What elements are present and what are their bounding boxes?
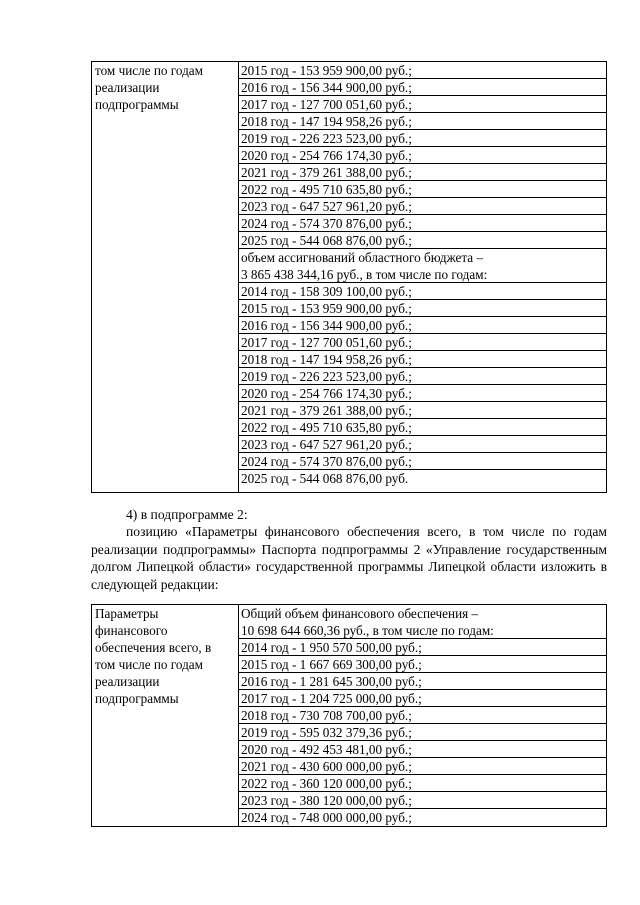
item-4-heading: 4) в подпрограмме 2:: [126, 507, 248, 522]
table2-row: 2023 год - 380 120 000,00 руб.;: [239, 792, 606, 809]
table1-row: 2017 год - 127 700 051,60 руб.;: [239, 334, 606, 351]
table1-left-line: подпрограммы: [95, 97, 179, 112]
table1-row: 2020 год - 254 766 174,30 руб.;: [239, 147, 606, 164]
table2-row: 2017 год - 1 204 725 000,00 руб.;: [239, 690, 606, 707]
table2-row: 2019 год - 595 032 379,36 руб.;: [239, 724, 606, 741]
financing-table-subprogram-2: [91, 604, 607, 827]
table1-row: 2023 год - 647 527 961,20 руб.;: [239, 198, 606, 215]
table1-row: 2023 год - 647 527 961,20 руб.;: [239, 436, 606, 453]
table1-row: 2019 год - 226 223 523,00 руб.;: [239, 368, 606, 385]
table1-left-line: том числе по годам: [95, 63, 203, 78]
instruction-paragraph: [91, 523, 607, 593]
instruction-text: позицию «Параметры финансового обеспечения всего, в том числе по годам реализации подпрограммы» Паспорта подпрограммы 2 «Управление государственным долгом Липецкой области» государственной программы Липецкой области изложить в следующей редакции:: [91, 524, 607, 592]
table2-row: 10 698 644 660,36 руб., в том числе по годам:: [239, 622, 606, 639]
table2-row: 2021 год - 430 600 000,00 руб.;: [239, 758, 606, 775]
table2-left-line: Параметры: [95, 606, 159, 621]
table1-row: 2018 год - 147 194 958,26 руб.;: [239, 351, 606, 368]
table2-row: 2014 год - 1 950 570 500,00 руб.;: [239, 639, 606, 656]
table2-row: 2015 год - 1 667 669 300,00 руб.;: [239, 656, 606, 673]
table1-row: 2022 год - 495 710 635,80 руб.;: [239, 181, 606, 198]
table2-row: 2022 год - 360 120 000,00 руб.;: [239, 775, 606, 792]
table1-row: 2021 год - 379 261 388,00 руб.;: [239, 164, 606, 181]
table1-row: 2016 год - 156 344 900,00 руб.;: [239, 317, 606, 334]
table2-row: 2018 год - 730 708 700,00 руб.;: [239, 707, 606, 724]
table1-row: 2016 год - 156 344 900,00 руб.;: [239, 79, 606, 96]
table1-row: 2024 год - 574 370 876,00 руб.;: [239, 215, 606, 232]
table1-row: 2019 год - 226 223 523,00 руб.;: [239, 130, 606, 147]
table1-row: 2024 год - 574 370 876,00 руб.;: [239, 453, 606, 470]
table1-right-cell: [239, 62, 606, 492]
table1-row: 2014 год - 158 309 100,00 руб.;: [239, 283, 606, 300]
table2-row: 2020 год - 492 453 481,00 руб.;: [239, 741, 606, 758]
table2-row: 2024 год - 748 000 000,00 руб.;: [241, 810, 412, 825]
table1-row: 2022 год - 495 710 635,80 руб.;: [239, 419, 606, 436]
table2-left-line: подпрограммы: [95, 691, 179, 706]
table2-left-line: финансового: [95, 623, 168, 638]
table1-row: 2018 год - 147 194 958,26 руб.;: [239, 113, 606, 130]
table1-row: 2015 год - 153 959 900,00 руб.;: [239, 300, 606, 317]
table1-row: 2017 год - 127 700 051,60 руб.;: [239, 96, 606, 113]
table2-row: 2016 год - 1 281 645 300,00 руб.;: [239, 673, 606, 690]
table2-right-cell: [239, 605, 606, 826]
table2-left-cell: [92, 605, 239, 826]
table2-left-line: том числе по годам: [95, 657, 203, 672]
table1-row: 2021 год - 379 261 388,00 руб.;: [239, 402, 606, 419]
table1-row: 2020 год - 254 766 174,30 руб.;: [239, 385, 606, 402]
table1-left-line: реализации: [95, 80, 160, 95]
table1-row: 2015 год - 153 959 900,00 руб.;: [239, 62, 606, 79]
table2-left-line: обеспечения всего, в: [95, 640, 212, 655]
table1-row: объем ассигнований областного бюджета –: [241, 250, 484, 265]
table1-row: 3 865 438 344,16 руб., в том числе по годам:: [239, 266, 606, 283]
table2-row: Общий объем финансового обеспечения –: [241, 606, 479, 621]
table2-left-line: реализации: [95, 674, 160, 689]
table1-row: 2025 год - 544 068 876,00 руб.;: [239, 232, 606, 249]
financing-table-continued: [91, 61, 607, 493]
table1-left-cell: [92, 62, 239, 492]
table1-row: 2025 год - 544 068 876,00 руб.: [241, 471, 409, 486]
